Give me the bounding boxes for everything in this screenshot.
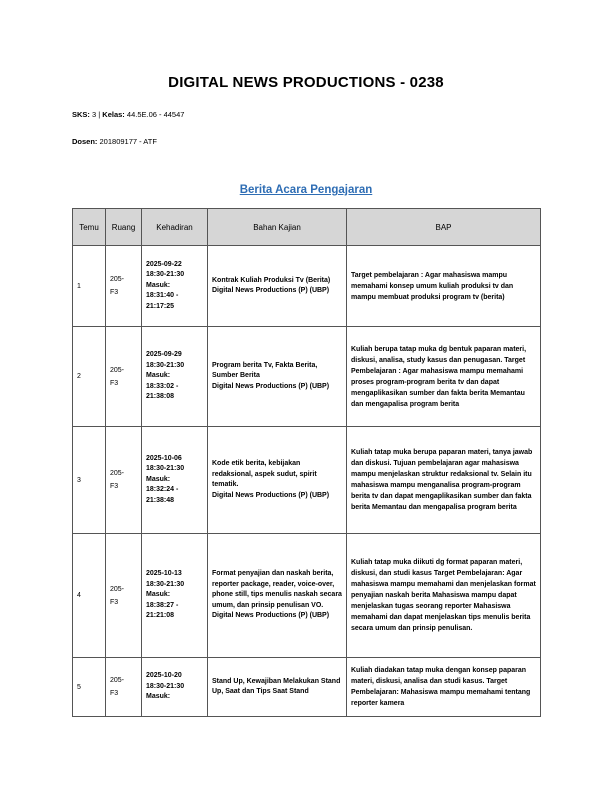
course-meta-line bbox=[72, 110, 184, 119]
cell-ruang: 205- F3 bbox=[106, 534, 142, 658]
dosen-value: 201809177 - ATF bbox=[97, 137, 157, 146]
table-row bbox=[73, 534, 541, 658]
cell-ruang: 205- F3 bbox=[106, 246, 142, 327]
cell-bap: Target pembelajaran : Agar mahasiswa mampu memahami konsep umum kuliah produksi tv dan mampu membuat produksi program tv (berita) bbox=[347, 246, 541, 327]
dosen-label: Dosen: bbox=[72, 137, 98, 146]
cell-bahan-kajian: Program berita Tv, Fakta Berita, Sumber Berita Digital News Productions (P) (UBP) bbox=[208, 327, 347, 427]
header-bap: BAP bbox=[347, 209, 541, 246]
cell-kehadiran: 2025-09-29 18:30-21:30 Masuk: 18:33:02 - 21:38:08 bbox=[142, 327, 208, 427]
table-row bbox=[73, 427, 541, 534]
table-header-row bbox=[73, 209, 541, 246]
section-title: Berita Acara Pengajaran bbox=[239, 184, 373, 196]
table-row bbox=[73, 327, 541, 427]
document-title: DIGITAL NEWS PRODUCTIONS - 0238 bbox=[168, 74, 444, 91]
cell-kehadiran: 2025-09-22 18:30-21:30 Masuk: 18:31:40 - 21:17:25 bbox=[142, 246, 208, 327]
cell-ruang: 205- F3 bbox=[106, 427, 142, 534]
cell-bahan-kajian: Kontrak Kuliah Produksi Tv (Berita) Digital News Productions (P) (UBP) bbox=[208, 246, 347, 327]
cell-temu: 3 bbox=[73, 427, 106, 534]
cell-temu: 1 bbox=[73, 246, 106, 327]
sks-value: 3 | bbox=[89, 110, 103, 119]
cell-ruang: 205- F3 bbox=[106, 327, 142, 427]
table-row bbox=[73, 658, 541, 717]
kelas-value: 44.5E.06 - 44547 bbox=[124, 110, 185, 119]
cell-bap: Kuliah berupa tatap muka dg bentuk paparan materi, diskusi, analisa, study kasus dan penugasan. Target Pembelajaran : Agar mahasiswa mampu memahami proses program-program berita tv dan dapat mengaplikasikan sumber dan fakta berita Memantau dan mengapalisa program berita bbox=[347, 327, 541, 427]
kelas-label: Kelas: bbox=[102, 110, 125, 119]
cell-kehadiran: 2025-10-20 18:30-21:30 Masuk: bbox=[142, 658, 208, 717]
cell-temu: 2 bbox=[73, 327, 106, 427]
cell-kehadiran: 2025-10-13 18:30-21:30 Masuk: 18:38:27 - 21:21:08 bbox=[142, 534, 208, 658]
header-temu: Temu bbox=[73, 209, 106, 246]
header-bahan-kajian: Bahan Kajian bbox=[208, 209, 347, 246]
cell-temu: 4 bbox=[73, 534, 106, 658]
bap-table bbox=[72, 208, 541, 717]
cell-bahan-kajian: Format penyajian dan naskah berita, reporter package, reader, voice-over, phone still, tips menulis naskah secara umum, dan prinsip penulisan VO. Digital News Productions (P) (UBP) bbox=[208, 534, 347, 658]
table-row bbox=[73, 246, 541, 327]
cell-bahan-kajian: Stand Up, Kewajiban Melakukan Stand Up, Saat dan Tips Saat Stand bbox=[208, 658, 347, 717]
cell-kehadiran: 2025-10-06 18:30-21:30 Masuk: 18:32:24 - 21:38:48 bbox=[142, 427, 208, 534]
cell-bap: Kuliah tatap muka diikuti dg format paparan materi, diskusi, dan studi kasus Target Pembelajaran: Agar mahasiswa mampu memahami dan menjelaskan format penyajian naskah berita Mahasiswa mampu dapat menjelaskan tugas seorang reporter Mahasiswa memahami dan dapat menjelaskan tips menulis berita secara umum dan prinsip penulisan. bbox=[347, 534, 541, 658]
cell-bahan-kajian: Kode etik berita, kebijakan redaksional, aspek sudut, spirit tematik. Digital News Productions (P) (UBP) bbox=[208, 427, 347, 534]
cell-bap: Kuliah diadakan tatap muka dengan konsep paparan materi, diskusi, analisa dan studi kasus. Target Pembelajaran: Mahasiswa mampu memahami tentang reporter kamera bbox=[347, 658, 541, 717]
lecturer-meta-line bbox=[72, 137, 157, 146]
sks-label: SKS: bbox=[72, 110, 90, 119]
header-ruang: Ruang bbox=[106, 209, 142, 246]
cell-temu: 5 bbox=[73, 658, 106, 717]
cell-bap: Kuliah tatap muka berupa paparan materi, tanya jawab dan diskusi. Tujuan pembelajaran agar mahasiswa mampu menjelaskan struktur redaksional tv. Selain itu mahasiswa mampu menganalisa program-program berita tv dan dapat mengaplikasikan sumber dan fakta berita Memantau dan mengapalisa program berita bbox=[347, 427, 541, 534]
cell-ruang: 205- F3 bbox=[106, 658, 142, 717]
header-kehadiran: Kehadiran bbox=[142, 209, 208, 246]
